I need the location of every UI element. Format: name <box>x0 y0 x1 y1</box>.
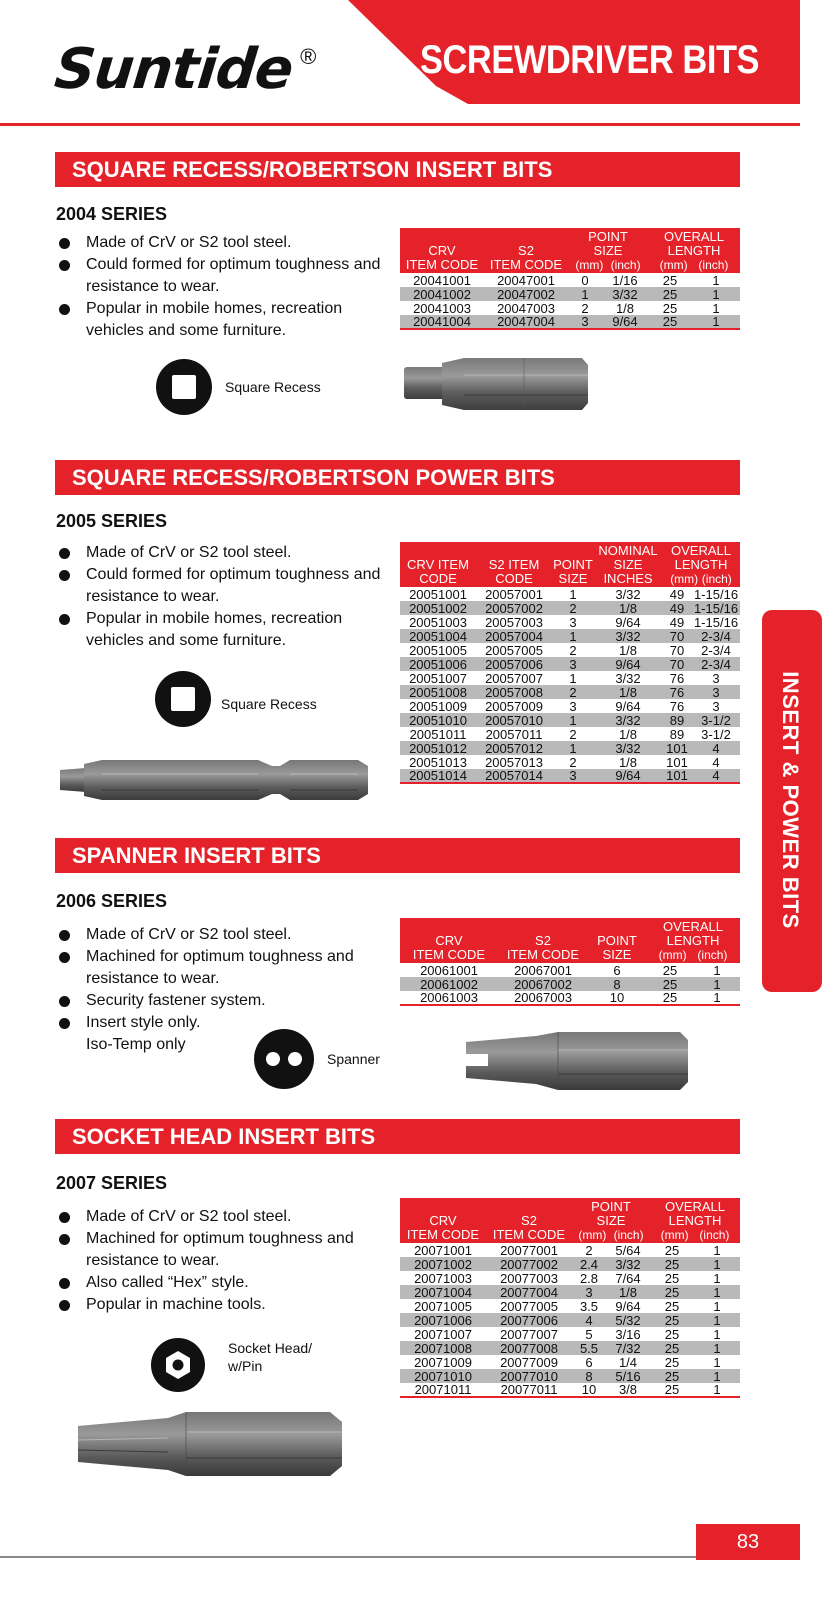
table-cell: 9/64 <box>594 657 662 671</box>
table-cell: 101 <box>662 741 692 755</box>
col-header: POINT SIZE <box>588 918 646 963</box>
table-cell: 3/16 <box>615 1326 641 1342</box>
col-header: POINT SIZE (mm) (inch) <box>572 1198 650 1243</box>
col-header: S2 ITEM CODE <box>484 228 568 273</box>
table-cell: 76 <box>669 698 685 714</box>
table-cell: 1 <box>712 300 720 316</box>
table-cell: 70 <box>662 629 692 643</box>
table-cell: 25 <box>662 272 678 288</box>
section-banner-socket-head-bits: SOCKET HEAD INSERT BITS <box>55 1119 740 1154</box>
table-row <box>400 1271 740 1285</box>
table-cell: 20057011 <box>485 726 543 742</box>
feature-item: Made of CrV or S2 tool steel. <box>56 924 386 946</box>
icon-caption: Spanner <box>327 1051 380 1067</box>
table-cell: 1 <box>552 629 594 643</box>
table-cell: 3/32 <box>615 586 641 602</box>
table-cell: 1 <box>568 287 602 301</box>
footer-divider <box>0 1556 800 1558</box>
col-header: OVERALL LENGTH (mm) (inch) <box>662 542 740 587</box>
feature-item: Machined for optimum toughness and resistance to wear. <box>56 1228 386 1272</box>
table-cell: 20051007 <box>409 670 467 686</box>
feature-item: Popular in mobile homes, recreation vehicles and some furniture. <box>56 298 386 342</box>
header-divider <box>0 123 800 126</box>
table-cell: 25 <box>650 1313 694 1327</box>
table-cell: 20047001 <box>497 272 555 288</box>
table-cell: 20047003 <box>497 300 555 316</box>
table-cell: 20057012 <box>476 741 552 755</box>
table-cell: 2 <box>585 1242 593 1258</box>
table-cell: 25 <box>650 1257 694 1271</box>
col-header: S2 ITEM CODE <box>498 918 588 963</box>
table-cell: 4 <box>712 754 720 770</box>
table-cell: 5/16 <box>606 1369 650 1383</box>
table-cell: 20067001 <box>514 962 572 978</box>
table-cell: 10 <box>572 1383 606 1397</box>
table-cell: 20057008 <box>476 685 552 699</box>
table-cell: 20077011 <box>486 1383 572 1397</box>
table-cell: 20077007 <box>500 1326 558 1342</box>
feature-list <box>56 232 386 342</box>
table-cell: 5/64 <box>615 1242 641 1258</box>
spec-table-2004 <box>400 228 740 330</box>
table-cell: 20077010 <box>486 1369 572 1383</box>
side-tab-label: INSERT & POWER BITS <box>778 671 803 929</box>
col-header: CRV ITEM CODE <box>400 542 476 587</box>
table-row <box>400 713 740 727</box>
table-cell: 20057001 <box>485 586 543 602</box>
table-cell: 20057002 <box>476 601 552 615</box>
table-row <box>400 977 740 991</box>
table-cell: 1/16 <box>612 272 638 288</box>
table-cell: 20051005 <box>409 642 467 658</box>
table-cell: 89 <box>669 726 685 742</box>
table-row <box>400 991 740 1005</box>
feature-item: Machined for optimum toughness and resistance to wear. <box>56 946 386 990</box>
table-row <box>400 1243 740 1257</box>
table-cell: 1 <box>712 272 720 288</box>
table-cell: 1 <box>552 741 594 755</box>
table-cell: 1/8 <box>615 300 635 316</box>
icon-caption: Square Recess <box>221 696 317 712</box>
table-cell: 20077006 <box>486 1313 572 1327</box>
table-cell: 20051011 <box>409 726 467 742</box>
table-cell: 3.5 <box>579 1298 599 1314</box>
table-cell: 20077001 <box>500 1242 558 1258</box>
spec-table-2005 <box>400 542 740 784</box>
table-row <box>400 963 740 977</box>
col-header: POINT SIZE <box>552 542 594 587</box>
table-cell: 20057007 <box>485 670 543 686</box>
table-cell: 25 <box>664 1354 680 1370</box>
table-cell: 1 <box>694 977 740 991</box>
table-cell: 0 <box>581 272 589 288</box>
table-cell: 1 <box>694 1313 740 1327</box>
table-cell: 4 <box>572 1313 606 1327</box>
table-cell: 1 <box>694 991 740 1005</box>
table-cell: 76 <box>669 670 685 686</box>
table-cell: 2-3/4 <box>692 629 740 643</box>
feature-item: Insert style only. <box>56 1012 386 1034</box>
table-row <box>400 1355 740 1369</box>
table-row <box>400 1327 740 1341</box>
table-cell: 70 <box>662 657 692 671</box>
table-row <box>400 287 740 301</box>
col-header: NOMINAL SIZE INCHES <box>594 542 662 587</box>
col-header: OVERALL LENGTH (mm) (inch) <box>650 1198 740 1243</box>
feature-note: Iso-Temp only <box>86 1036 186 1053</box>
table-cell: 20061001 <box>420 962 478 978</box>
table-cell: 1 <box>552 713 594 727</box>
table-cell: 1-15/16 <box>693 586 739 602</box>
table-cell: 1-15/16 <box>693 614 739 630</box>
table-cell: 10 <box>588 991 646 1005</box>
table-row <box>400 1257 740 1271</box>
table-row <box>400 1299 740 1313</box>
table-row <box>400 1313 740 1327</box>
table-cell: 3/32 <box>615 670 641 686</box>
feature-list <box>56 924 386 1056</box>
table-cell: 20051012 <box>400 741 476 755</box>
table-row <box>400 629 740 643</box>
feature-item: Popular in mobile homes, recreation vehicles and some furniture. <box>56 608 386 652</box>
table-cell: 1 <box>694 1383 740 1397</box>
table-cell: 25 <box>646 991 694 1005</box>
table-cell: 49 <box>669 614 685 630</box>
square-recess-icon <box>155 671 211 727</box>
table-cell: 25 <box>648 315 692 329</box>
table-cell: 20051009 <box>409 698 467 714</box>
table-cell: 2.4 <box>572 1257 606 1271</box>
table-cell: 2 <box>569 642 577 658</box>
table-cell: 20051006 <box>400 657 476 671</box>
table-cell: 25 <box>662 300 678 316</box>
table-cell: 1 <box>569 670 577 686</box>
table-cell: 20041004 <box>400 315 484 329</box>
col-header: OVERALL LENGTH (mm) (inch) <box>648 228 740 273</box>
table-cell: 9/64 <box>602 315 648 329</box>
table-cell: 3 <box>569 698 577 714</box>
table-cell: 4 <box>692 741 740 755</box>
table-row <box>400 699 740 713</box>
table-cell: 1 <box>694 1257 740 1271</box>
table-row <box>400 273 740 287</box>
table-cell: 4 <box>692 769 740 783</box>
table-cell: 25 <box>646 977 694 991</box>
table-cell: 20071007 <box>414 1326 472 1342</box>
table-cell: 25 <box>650 1341 694 1355</box>
table-cell: 25 <box>664 1298 680 1314</box>
table-cell: 49 <box>662 601 692 615</box>
table-cell: 3/32 <box>594 741 662 755</box>
table-cell: 5/32 <box>606 1313 650 1327</box>
table-cell: 9/64 <box>615 614 641 630</box>
table-cell: 6 <box>613 962 621 978</box>
table-cell: 25 <box>664 1326 680 1342</box>
feature-list <box>56 1206 386 1316</box>
insert-bit-image <box>404 355 588 413</box>
section-banner-spanner-bits: SPANNER INSERT BITS <box>55 838 740 873</box>
table-cell: 3 <box>552 657 594 671</box>
table-cell: 1/8 <box>618 726 638 742</box>
table-cell: 20051002 <box>400 601 476 615</box>
table-cell: 6 <box>585 1354 593 1370</box>
page-title: SCREWDRIVER BITS <box>420 38 760 82</box>
table-cell: 3 <box>572 1285 606 1299</box>
icon-caption: Socket Head/ w/Pin <box>228 1340 313 1374</box>
table-cell: 1 <box>713 962 721 978</box>
table-cell: 20061003 <box>400 991 498 1005</box>
table-cell: 2.8 <box>579 1270 599 1286</box>
feature-item: Made of CrV or S2 tool steel. <box>56 1206 386 1228</box>
power-bit-image <box>58 756 370 804</box>
table-cell: 9/64 <box>615 698 641 714</box>
table-cell: 9/64 <box>594 769 662 783</box>
table-cell: 20071004 <box>400 1285 486 1299</box>
table-cell: 20047002 <box>484 287 568 301</box>
table-cell: 1 <box>713 1354 721 1370</box>
table-cell: 5.5 <box>572 1341 606 1355</box>
table-cell: 20057003 <box>485 614 543 630</box>
table-cell: 20071002 <box>400 1257 486 1271</box>
table-row <box>400 587 740 601</box>
table-row <box>400 315 740 329</box>
table-cell: 25 <box>650 1285 694 1299</box>
table-cell: 2-3/4 <box>692 657 740 671</box>
section-banner-insert-bits: SQUARE RECESS/ROBERTSON INSERT BITS <box>55 152 740 187</box>
table-cell: 8 <box>588 977 646 991</box>
spanner-icon <box>254 1029 314 1089</box>
table-cell: 3 <box>712 670 720 686</box>
logo-wordmark: Suntide <box>51 37 296 102</box>
table-row <box>400 643 740 657</box>
table-cell: 20041003 <box>413 300 471 316</box>
table-cell: 3/32 <box>606 1257 650 1271</box>
table-cell: 20057010 <box>476 713 552 727</box>
table-cell: 20051004 <box>400 629 476 643</box>
table-cell: 3 <box>568 315 602 329</box>
icon-caption: Square Recess <box>225 379 321 395</box>
table-row <box>400 1369 740 1383</box>
table-cell: 76 <box>662 685 692 699</box>
table-cell: 1 <box>692 287 740 301</box>
table-cell: 25 <box>662 962 678 978</box>
table-cell: 20057005 <box>485 642 543 658</box>
table-row <box>400 685 740 699</box>
feature-item: Also called “Hex” style. <box>56 1272 386 1294</box>
table-cell: 20071009 <box>414 1354 472 1370</box>
table-cell: 3 <box>692 685 740 699</box>
table-cell: 1/4 <box>618 1354 638 1370</box>
table-cell: 20071006 <box>400 1313 486 1327</box>
feature-item: Popular in machine tools. <box>56 1294 386 1316</box>
table-cell: 20041001 <box>413 272 471 288</box>
table-cell: 1/8 <box>618 642 638 658</box>
table-cell: 1 <box>569 586 577 602</box>
col-header: S2 ITEM CODE <box>476 542 552 587</box>
table-cell: 20047004 <box>484 315 568 329</box>
table-cell: 3-1/2 <box>701 726 731 742</box>
page-header <box>0 0 800 130</box>
table-cell: 20051008 <box>400 685 476 699</box>
table-cell: 20077005 <box>500 1298 558 1314</box>
table-cell: 8 <box>572 1369 606 1383</box>
feature-item: Could formed for optimum toughness and resistance to wear. <box>56 254 386 298</box>
feature-item: Security fastener system. <box>56 990 386 1012</box>
table-cell: 20051010 <box>400 713 476 727</box>
col-header: CRV ITEM CODE <box>400 1198 486 1243</box>
table-cell: 20071010 <box>400 1369 486 1383</box>
table-cell: 20051001 <box>409 586 467 602</box>
table-cell: 20077009 <box>500 1354 558 1370</box>
series-heading: 2004 SERIES <box>56 204 168 224</box>
table-cell: 20041002 <box>400 287 484 301</box>
col-header: POINT SIZE (mm) (inch) <box>568 228 648 273</box>
section-banner-power-bits: SQUARE RECESS/ROBERTSON POWER BITS <box>55 460 740 495</box>
table-cell: 3-1/2 <box>692 713 740 727</box>
table-cell: 25 <box>650 1369 694 1383</box>
table-row <box>400 727 740 741</box>
square-recess-icon <box>156 359 212 415</box>
table-cell: 3/8 <box>606 1383 650 1397</box>
table-cell: 20051014 <box>400 769 476 783</box>
table-cell: 1 <box>713 1242 721 1258</box>
table-cell: 3/32 <box>594 713 662 727</box>
col-header: CRV ITEM CODE <box>400 918 498 963</box>
table-cell: 3 <box>552 769 594 783</box>
table-cell: 3/32 <box>594 629 662 643</box>
table-cell: 20051013 <box>409 754 467 770</box>
table-cell: 2 <box>569 754 577 770</box>
table-row <box>400 755 740 769</box>
page-number: 83 <box>696 1524 800 1560</box>
table-cell: 20061002 <box>400 977 498 991</box>
table-cell: 89 <box>662 713 692 727</box>
feature-item: Made of CrV or S2 tool steel. <box>56 542 386 564</box>
table-row <box>400 601 740 615</box>
table-cell: 2 <box>552 601 594 615</box>
table-row <box>400 1341 740 1355</box>
table-cell: 20071011 <box>400 1383 486 1397</box>
table-cell: 20067002 <box>498 977 588 991</box>
table-cell: 1 <box>713 1326 721 1342</box>
spec-table-2007 <box>400 1198 740 1398</box>
series-heading: 2006 SERIES <box>56 891 168 911</box>
table-cell: 20051003 <box>409 614 467 630</box>
table-cell: 25 <box>650 1383 694 1397</box>
table-cell: 7/32 <box>606 1341 650 1355</box>
table-cell: 3 <box>712 698 720 714</box>
table-cell: 1/8 <box>594 685 662 699</box>
spec-table-2006 <box>400 918 740 1006</box>
table-row <box>400 301 740 315</box>
table-cell: 1 <box>692 315 740 329</box>
table-cell: 20077004 <box>486 1285 572 1299</box>
table-cell: 3/32 <box>602 287 648 301</box>
socket-head-bit-image <box>78 1404 346 1484</box>
table-cell: 1 <box>713 1270 721 1286</box>
col-header: OVERALL LENGTH (mm) (inch) <box>646 918 740 963</box>
table-row <box>400 1285 740 1299</box>
feature-item: Could formed for optimum toughness and resistance to wear. <box>56 564 386 608</box>
table-row <box>400 769 740 783</box>
table-row <box>400 657 740 671</box>
table-cell: 1 <box>694 1369 740 1383</box>
series-heading: 2007 SERIES <box>56 1173 168 1193</box>
table-cell: 49 <box>669 586 685 602</box>
registered-mark: ® <box>300 44 317 69</box>
table-cell: 1 <box>694 1285 740 1299</box>
table-cell: 1/8 <box>606 1285 650 1299</box>
table-cell: 2 <box>581 300 589 316</box>
table-cell: 20057004 <box>476 629 552 643</box>
table-cell: 70 <box>669 642 685 658</box>
table-cell: 20057006 <box>476 657 552 671</box>
table-cell: 20071005 <box>414 1298 472 1314</box>
table-row <box>400 741 740 755</box>
table-cell: 1-15/16 <box>693 600 739 616</box>
brand-logo <box>51 37 317 116</box>
table-cell: 1 <box>694 1341 740 1355</box>
col-header: S2 ITEM CODE <box>486 1198 572 1243</box>
table-cell: 2 <box>569 726 577 742</box>
table-cell: 20057009 <box>485 698 543 714</box>
socket-head-icon <box>150 1337 206 1393</box>
table-cell: 101 <box>666 754 688 770</box>
table-cell: 20071003 <box>414 1270 472 1286</box>
table-cell: 20077008 <box>486 1341 572 1355</box>
table-cell: 2-3/4 <box>701 642 731 658</box>
table-cell: 101 <box>662 769 692 783</box>
feature-list <box>56 542 386 652</box>
table-cell: 1/8 <box>618 754 638 770</box>
table-cell: 20067003 <box>498 991 588 1005</box>
table-cell: 20057013 <box>485 754 543 770</box>
table-cell: 1/8 <box>594 601 662 615</box>
table-cell: 20057014 <box>476 769 552 783</box>
table-cell: 5 <box>585 1326 593 1342</box>
table-cell: 20071001 <box>414 1242 472 1258</box>
spanner-bit-image <box>466 1028 690 1092</box>
feature-item: Made of CrV or S2 tool steel. <box>56 232 386 254</box>
table-cell: 3 <box>569 614 577 630</box>
table-cell: 20071008 <box>400 1341 486 1355</box>
table-cell: 25 <box>664 1270 680 1286</box>
series-heading: 2005 SERIES <box>56 511 168 531</box>
table-cell: 20077002 <box>486 1257 572 1271</box>
col-header: CRV ITEM CODE <box>400 228 484 273</box>
table-cell: 25 <box>648 287 692 301</box>
table-row <box>400 671 740 685</box>
table-row <box>400 1383 740 1397</box>
table-cell: 25 <box>664 1242 680 1258</box>
table-cell: 7/64 <box>615 1270 641 1286</box>
table-cell: 20077003 <box>500 1270 558 1286</box>
table-cell: 9/64 <box>615 1298 641 1314</box>
table-cell: 2 <box>552 685 594 699</box>
table-cell: 1 <box>713 1298 721 1314</box>
table-row <box>400 615 740 629</box>
